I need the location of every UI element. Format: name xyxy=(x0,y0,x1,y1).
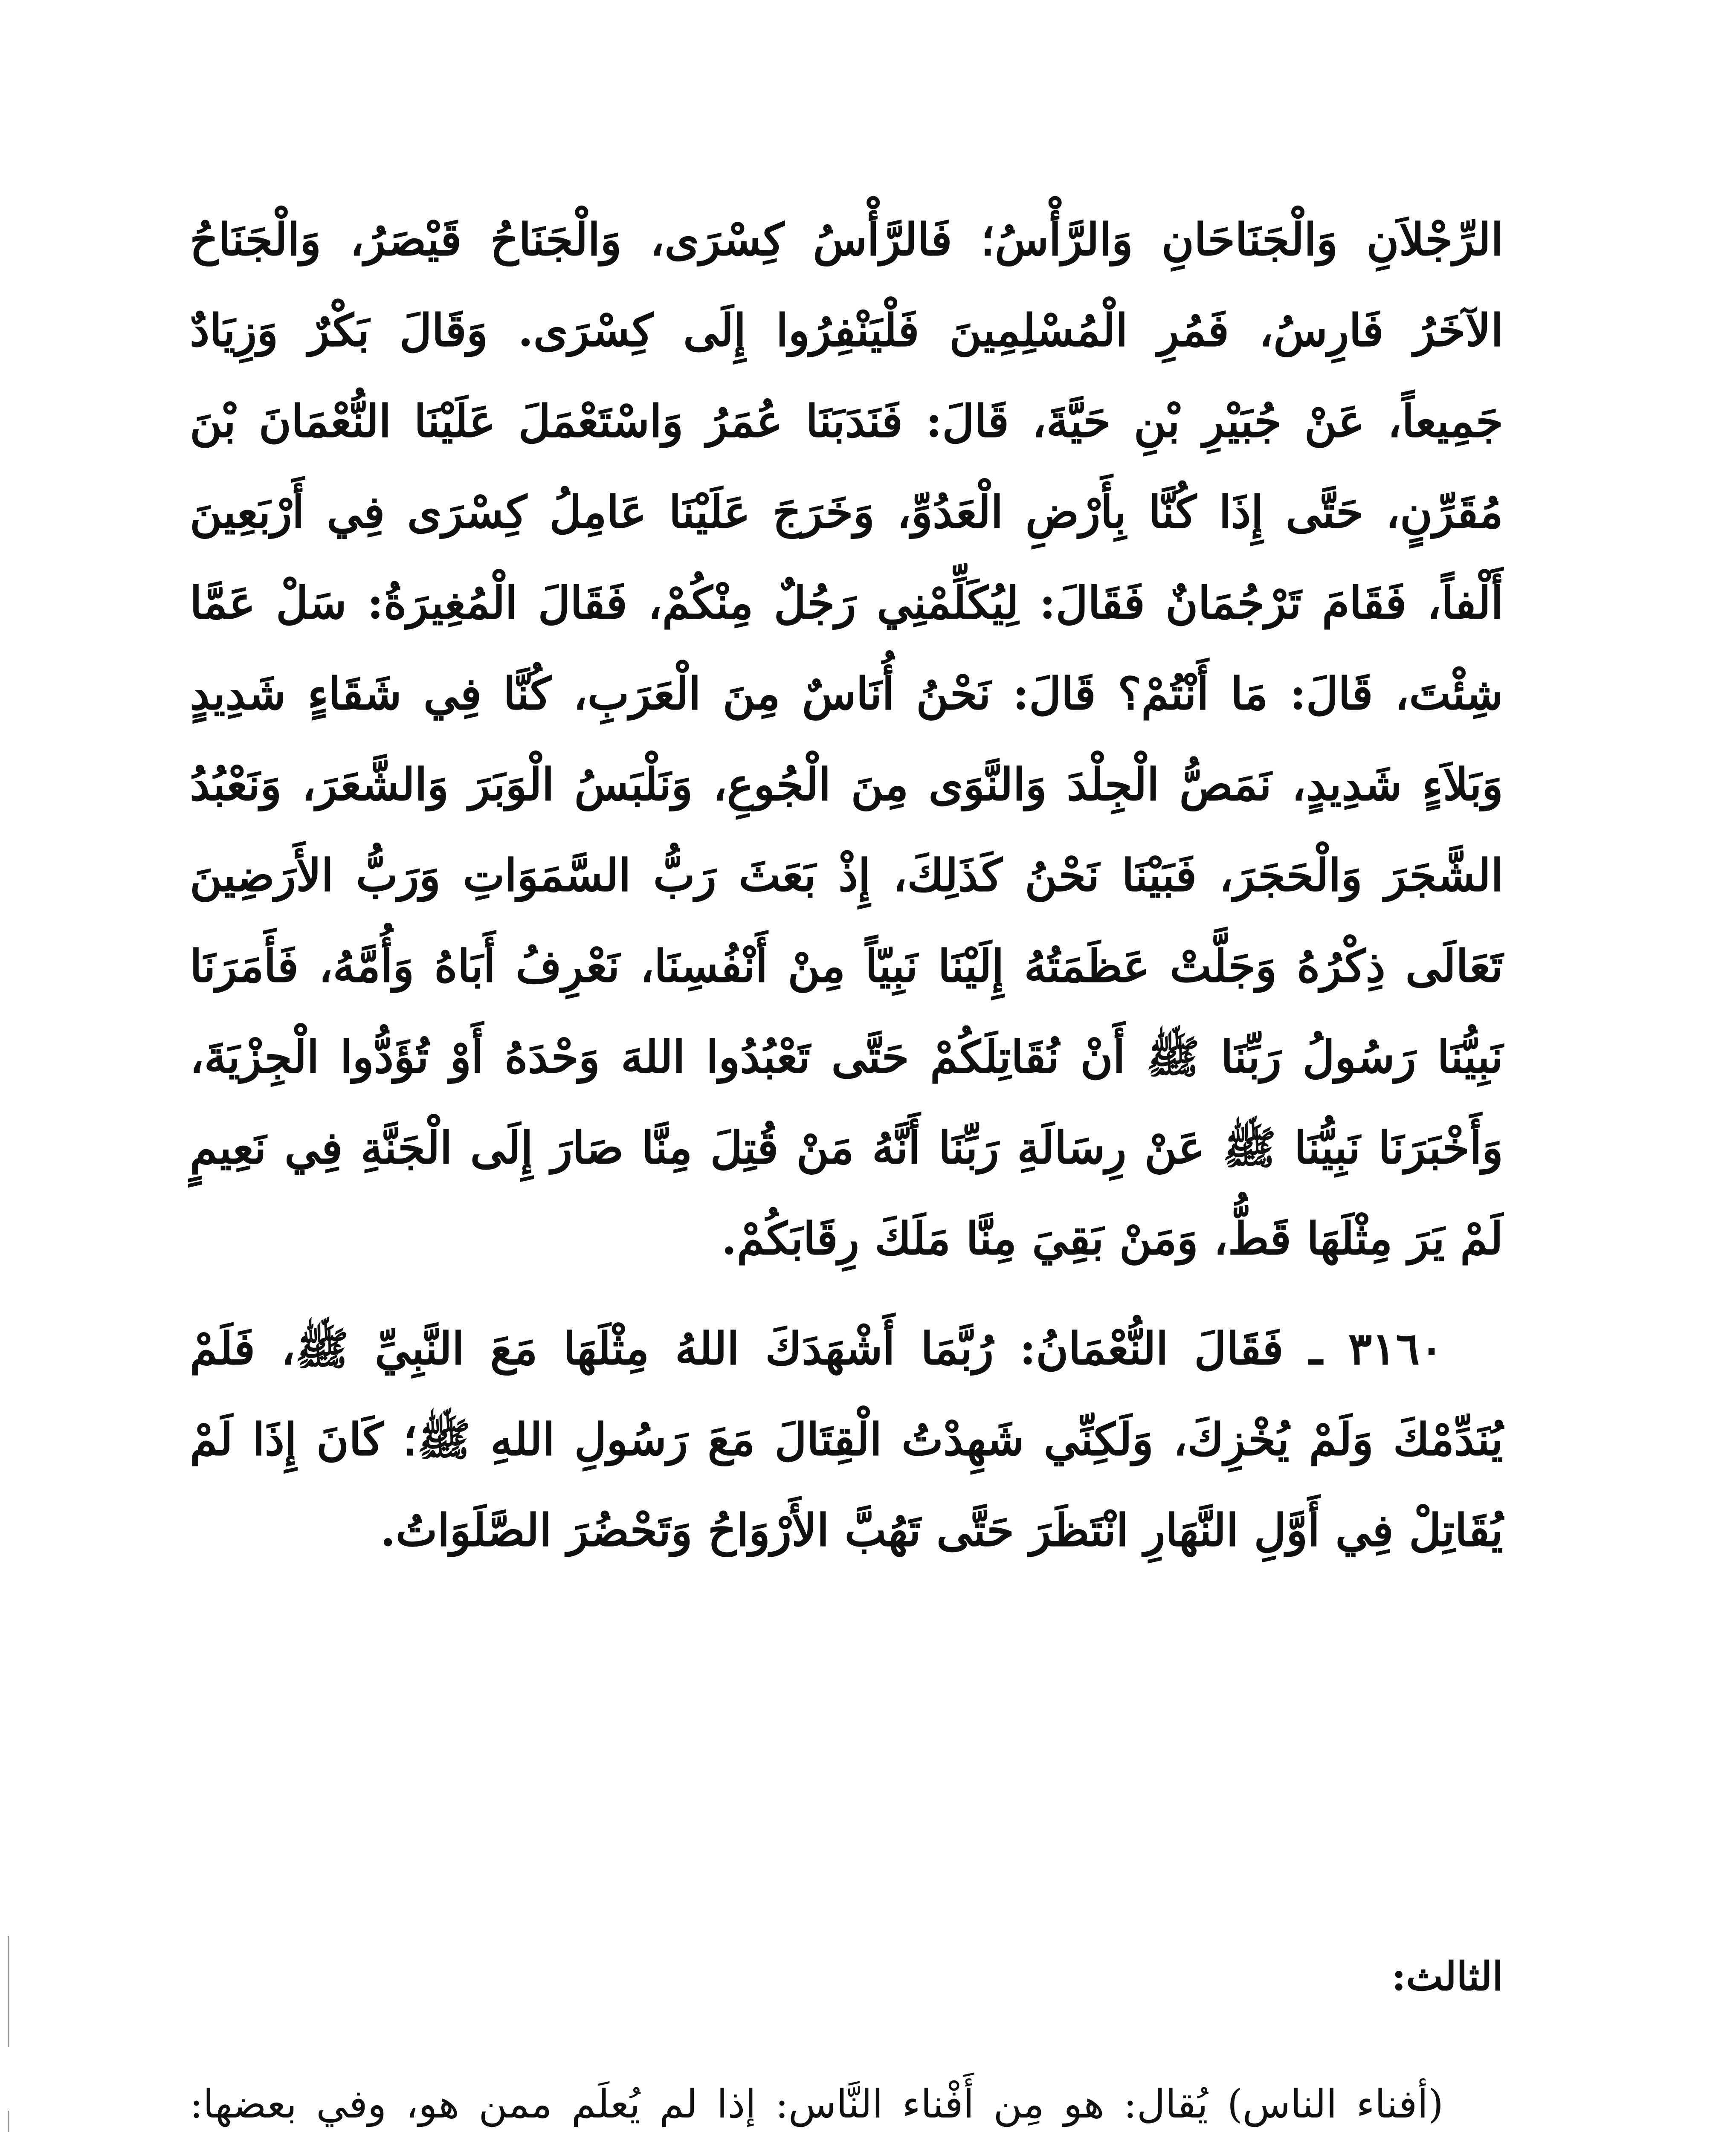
scan-edge-line xyxy=(8,2111,9,2132)
scan-edge-line xyxy=(8,1936,9,2047)
hadith-text-paragraph: الرِّجْلاَنِ وَالْجَنَاحَانِ وَالرَّأْسُ؛ فَالرَّأْسُ كِسْرَى، وَالْجَنَاحُ قَيْصَرُ، وَالْجَنَاحُ الآخَرُ فَارِسُ، فَمُرِ الْمُسْلِمِينَ فَلْيَنْفِرُوا إِلَى كِسْرَى. وَقَالَ بَكْرٌ وَزِيَادٌ جَمِيعاً، عَنْ جُبَيْرِ بْنِ حَيَّةَ، قَالَ: فَنَدَبَنَا عُمَرُ وَاسْتَعْمَلَ عَلَيْنَا النُّعْمَانَ بْنَ مُقَرِّنٍ، حَتَّى إِذَا كُنَّا بِأَرْضِ الْعَدُوِّ، وَخَرَجَ عَلَيْنَا عَامِلُ كِسْرَى فِي أَرْبَعِينَ أَلْفاً، فَقَامَ تَرْجُمَانٌ فَقَالَ: لِيُكَلِّمْنِي رَجُلٌ مِنْكُمْ، فَقَالَ الْمُغِيرَةُ: سَلْ عَمَّا شِئْتَ، قَالَ: مَا أَنْتُمْ؟ قَالَ: نَحْنُ أُنَاسٌ مِنَ الْعَرَبِ، كُنَّا فِي شَقَاءٍ شَدِيدٍ وَبَلاَءٍ شَدِيدٍ، نَمَصُّ الْجِلْدَ وَالنَّوَى مِنَ الْجُوعِ، وَنَلْبَسُ الْوَبَرَ وَالشَّعَرَ، وَنَعْبُدُ الشَّجَرَ وَالْحَجَرَ، فَبَيْنَا نَحْنُ كَذَلِكَ، إِذْ بَعَثَ رَبُّ السَّمَوَاتِ وَرَبُّ الأَرَضِينَ تَعَالَى ذِكْرُهُ وَجَلَّتْ عَظَمَتُهُ إِلَيْنَا نَبِيّاً مِنْ أَنْفُسِنَا، نَعْرِفُ أَبَاهُ وَأُمَّهُ، فَأَمَرَنَا نَبِيُّنَا رَسُولُ رَبِّنَا ﷺ أَنْ نُقَاتِلَكُمْ حَتَّى تَعْبُدُوا اللهَ وَحْدَهُ أَوْ تُؤَدُّوا الْجِزْيَةَ، وَأَخْبَرَنَا نَبِيُّنَا ﷺ عَنْ رِسَالَةِ رَبِّنَا أَنَّهُ مَنْ قُتِلَ مِنَّا صَارَ إِلَى الْجَنَّةِ فِي نَعِيمٍ لَمْ يَرَ مِثْلَهَا قَطُّ، وَمَنْ بَقِيَ مِنَّا مَلَكَ رِقَابَكُمْ. xyxy=(190,213,1503,1265)
footnote-explanation: (أفناء الناس) يُقال: هو مِن أَفْناء النَّاس: إذا لم يُعلَم ممن هو، وفي بعضها: xyxy=(190,2081,1443,2127)
hadith-3160-paragraph: ٣١٦٠ ـ فَقَالَ النُّعْمَانُ: رُبَّمَا أَشْهَدَكَ اللهُ مِثْلَهَا مَعَ النَّبِيِّ ﷺ، فَلَمْ يُنَدِّمْكَ وَلَمْ يُخْزِكَ، وَلَكِنِّي شَهِدْتُ الْقِتَالَ مَعَ رَسُولِ اللهِ ﷺ؛ كَانَ إِذَا لَمْ يُقَاتِلْ فِي أَوَّلِ النَّهَارِ انْتَظَرَ حَتَّى تَهُبَّ الأَرْوَاحُ وَتَحْضُرَ الصَّلَوَاتُ. xyxy=(190,1322,1503,1556)
main-text-block xyxy=(190,194,1503,1576)
section-heading: الثالث: xyxy=(1391,1953,1503,1999)
